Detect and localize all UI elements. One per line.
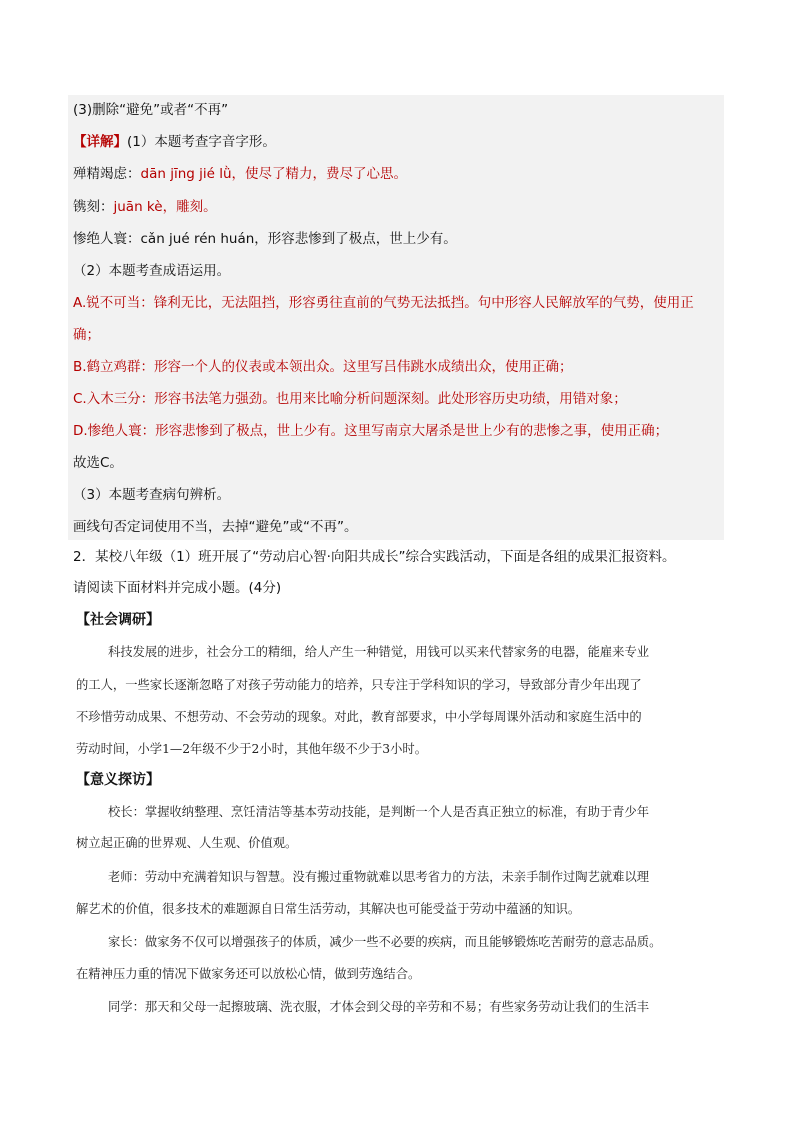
survey-paragraph: 不珍惜劳动成果、不想劳动、不会劳动的现象。对此，教育部要求，中小学每周课外活动和家庭生活中的: [76, 710, 642, 724]
detail-label: 【详解】: [73, 134, 127, 150]
teacher-paragraph: 解艺术的价值，很多技术的难题源自日常生活劳动，其解决也可能受益于劳动中蕴涵的知识。: [76, 902, 581, 916]
answer-line-3: [73, 101, 228, 119]
pron-line-2: [73, 198, 217, 216]
option-c: C.入木三分：形容书法笔力强劲。也用来比喻分析问题深刻。此处形容历史功绩，用错对象；: [73, 391, 627, 407]
parent-paragraph: 家长：做家务不仅可以增强孩子的体质，减少一些不必要的疾病，而且能够锻炼吃苦耐劳的意志品质。: [108, 935, 662, 949]
subq-3-heading: （3）本题考查病句辨析。: [73, 487, 231, 503]
pronunciation: dān jīng jié lǜ，使尽了精力，费尽了心思。: [140, 166, 408, 182]
detail-text: (1）本题考查字音字形。: [127, 134, 276, 150]
option-b: B.鹤立鸡群：形容一个人的仪表或本领出众。这里写吕伟跳水成绩出众，使用正确；: [73, 359, 573, 375]
question-2-stem: 2．某校八年级（1）班开展了“劳动启心智·向阳共成长”综合实践活动，下面是各组的成果汇报资料。: [73, 549, 676, 565]
detail-line: [73, 133, 276, 151]
principal-paragraph: 校长：掌握收纳整理、烹饪清洁等基本劳动技能，是判断一个人是否真正独立的标准，有助于青少年: [108, 805, 650, 819]
option-a-cont: 确；: [73, 327, 100, 343]
term: 惨绝人寰：: [73, 231, 141, 247]
answer-choice: 故选C。: [73, 455, 123, 471]
term: 镌刻：: [73, 199, 114, 215]
answer-text: (3)删除“避免”或者“不再”: [73, 102, 229, 118]
parent-paragraph: 在精神压力重的情况下做家务还可以放松心情，做到劳逸结合。: [76, 967, 421, 981]
survey-paragraph: 科技发展的进步，社会分工的精细，给人产生一种错觉，用钱可以买来代替家务的电器，能雇来专业: [108, 645, 650, 659]
survey-paragraph: 的工人，一些家长逐渐忽略了对孩子劳动能力的培养，只专注于学科知识的学习，导致部分青少年出现了: [76, 678, 642, 692]
answer-section: [68, 95, 724, 540]
subq-3-answer: 画线句否定词使用不当，去掉“避免”或“不再”。: [73, 519, 358, 535]
pron-line-3: [73, 230, 457, 248]
subq-2-heading: （2）本题考查成语运用。: [73, 263, 231, 279]
option-d: D.惨绝人寰：形容悲惨到了极点，世上少有。这里写南京大屠杀是世上少有的悲惨之事，使用正确；: [73, 423, 669, 439]
term: 殚精竭虑：: [73, 166, 141, 182]
option-a: A.锐不可当：锋利无比，无法阻挡，形容勇往直前的气势无法抵挡。句中形容人民解放军的气势，使用正: [73, 295, 694, 311]
pronunciation: cǎn jué rén huán，形容悲惨到了极点，世上少有。: [140, 231, 457, 247]
principal-paragraph: 树立起正确的世界观、人生观、价值观。: [76, 836, 298, 850]
survey-paragraph: 劳动时间，小学1—2年级不少于2小时，其他年级不少于3小时。: [76, 742, 428, 756]
teacher-paragraph: 老师：劳动中充满着知识与智慧。没有搬过重物就难以思考省力的方法，未亲手制作过陶艺就难以理: [108, 870, 650, 884]
question-2-instruction: 请阅读下面材料并完成小题。(4分): [73, 580, 282, 596]
section-heading-survey: 【社会调研】: [76, 612, 160, 628]
pronunciation: juān kè，雕刻。: [113, 199, 217, 215]
student-paragraph: 同学：那天和父母一起擦玻璃、洗衣服，才体会到父母的辛劳和不易；有些家务劳动让我们的生活丰: [108, 1000, 650, 1014]
section-heading-interview: 【意义探访】: [76, 772, 160, 788]
pron-line-1: [73, 165, 407, 183]
